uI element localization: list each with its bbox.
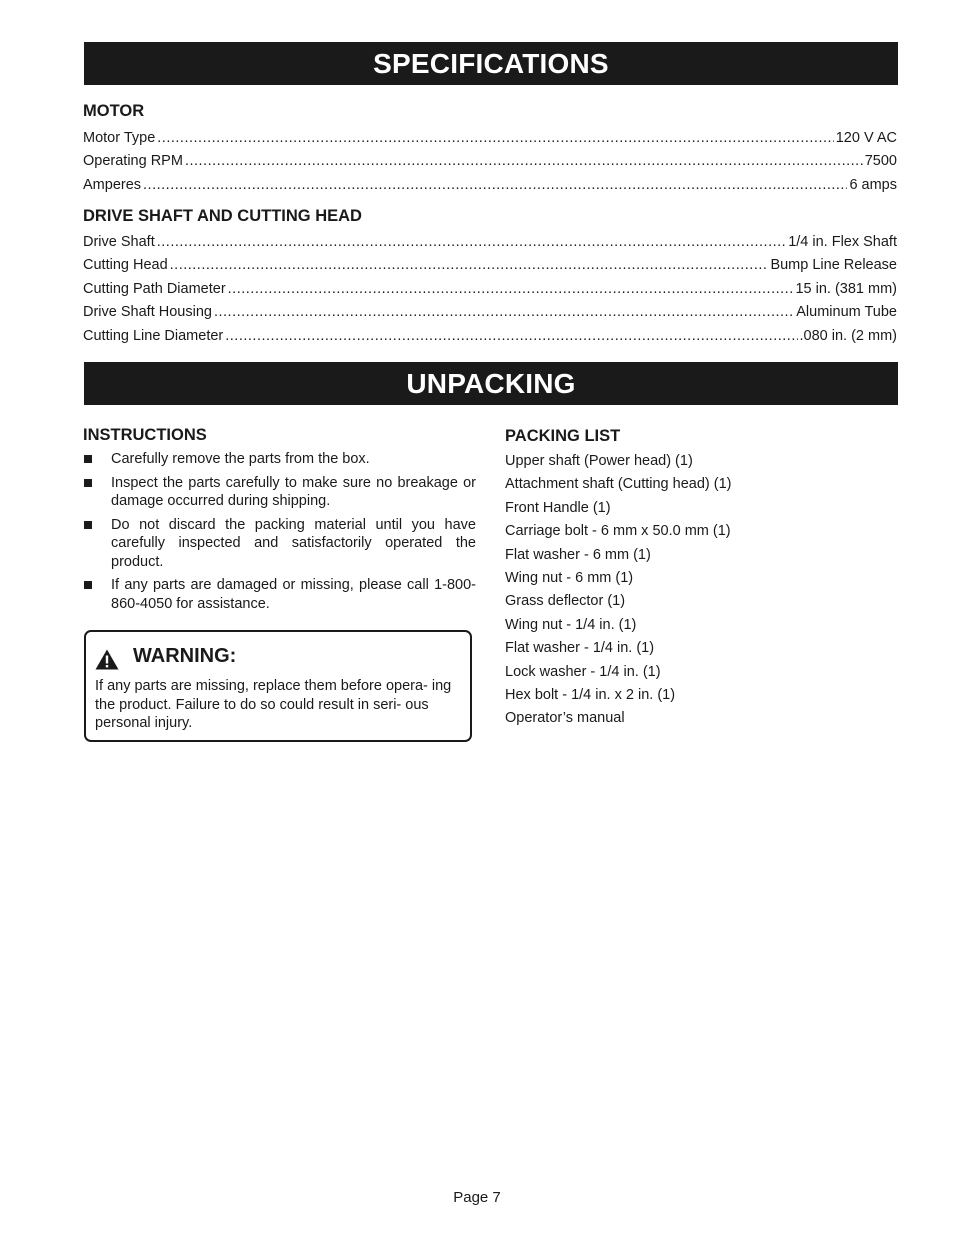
spec-label: Cutting Path Diameter: [83, 281, 226, 297]
spec-row-drive-shaft: [83, 232, 897, 252]
instruction-text: Do not discard the packing material until you have carefully inspected and satisfactorily operated the product.: [111, 516, 476, 570]
list-item: [83, 516, 476, 572]
packing-list-heading: PACKING LIST: [505, 427, 621, 445]
dot-leader: [170, 255, 769, 275]
drive-shaft-heading: DRIVE SHAFT AND CUTTING HEAD: [83, 207, 362, 225]
bullet-square-icon: [84, 479, 92, 487]
list-item: [83, 576, 476, 613]
unpacking-banner: UNPACKING: [84, 362, 898, 405]
spec-value: 1/4 in. Flex Shaft: [788, 234, 897, 250]
warning-title: WARNING:: [133, 645, 237, 667]
spec-row-cutting-head: [83, 255, 897, 275]
list-item: Operator’s manual: [505, 710, 625, 727]
page-number: Page 7: [453, 1189, 501, 1206]
spec-row-operating-rpm: [83, 151, 897, 171]
spec-row-cutting-line-diameter: [83, 326, 897, 346]
spec-value: Bump Line Release: [770, 257, 897, 273]
spec-row-motor-type: [83, 128, 897, 148]
instruction-text: Carefully remove the parts from the box.: [111, 451, 370, 467]
spec-value: 120 V AC: [835, 130, 897, 146]
dot-leader: [157, 128, 833, 148]
dot-leader: [143, 175, 847, 195]
list-item: [83, 450, 476, 469]
list-item: Wing nut - 1/4 in. (1): [505, 616, 637, 633]
specifications-banner: SPECIFICATIONS: [84, 42, 898, 85]
instruction-text: Inspect the parts carefully to make sure no breakage or damage occurred during shipping.: [111, 474, 476, 509]
bullet-square-icon: [84, 521, 92, 529]
list-item: Hex bolt - 1/4 in. x 2 in. (1): [505, 686, 676, 703]
dot-leader: [214, 302, 794, 322]
list-item: Upper shaft (Power head) (1): [505, 453, 693, 469]
spec-label: Drive Shaft Housing: [83, 304, 212, 320]
list-item: Lock washer - 1/4 in. (1): [505, 663, 661, 680]
spec-label: Drive Shaft: [83, 234, 155, 250]
warning-box: [84, 630, 472, 742]
spec-label: Amperes: [83, 177, 142, 193]
dot-leader: [157, 232, 786, 252]
bullet-square-icon: [84, 455, 92, 463]
warning-triangle-icon: [95, 649, 119, 670]
list-item: Wing nut - 6 mm (1): [505, 569, 634, 586]
spec-value: Aluminum Tube: [796, 304, 897, 320]
spec-row-cutting-path-diameter: [83, 279, 897, 299]
list-item: Flat washer - 6 mm (1): [505, 546, 651, 563]
warning-text: If any parts are missing, replace them before opera- ing the product. Failure to do so could result in seri- ous personal injury.: [95, 678, 452, 731]
spec-label: Operating RPM: [83, 153, 183, 169]
spec-value: .080 in. (2 mm): [799, 328, 897, 344]
spec-value: 6 amps: [849, 177, 897, 193]
instructions-heading: INSTRUCTIONS: [83, 426, 207, 444]
spec-label: Motor Type: [83, 130, 156, 146]
spec-value: 7500: [864, 153, 897, 169]
dot-leader: [225, 326, 797, 346]
list-item: [83, 474, 476, 511]
spec-value: 15 in. (381 mm): [795, 281, 897, 297]
spec-row-amperes: [83, 175, 897, 195]
spec-label: Cutting Line Diameter: [83, 328, 224, 344]
bullet-square-icon: [84, 581, 92, 589]
instructions-list: [83, 450, 476, 618]
list-item: Grass deflector (1): [505, 593, 626, 610]
list-item: Carriage bolt - 6 mm x 50.0 mm (1): [505, 523, 731, 540]
spec-row-drive-shaft-housing: [83, 302, 897, 322]
list-item: Front Handle (1): [505, 499, 611, 516]
instruction-text: If any parts are damaged or missing, please call 1-800-860-4050 for assistance.: [111, 577, 476, 612]
packing-list: [505, 451, 731, 732]
list-item: Attachment shaft (Cutting head) (1): [505, 476, 732, 493]
dot-leader: [228, 279, 794, 299]
dot-leader: [185, 151, 863, 171]
spec-label: Cutting Head: [83, 257, 168, 273]
motor-heading: MOTOR: [83, 102, 145, 120]
list-item: Flat washer - 1/4 in. (1): [505, 640, 655, 657]
